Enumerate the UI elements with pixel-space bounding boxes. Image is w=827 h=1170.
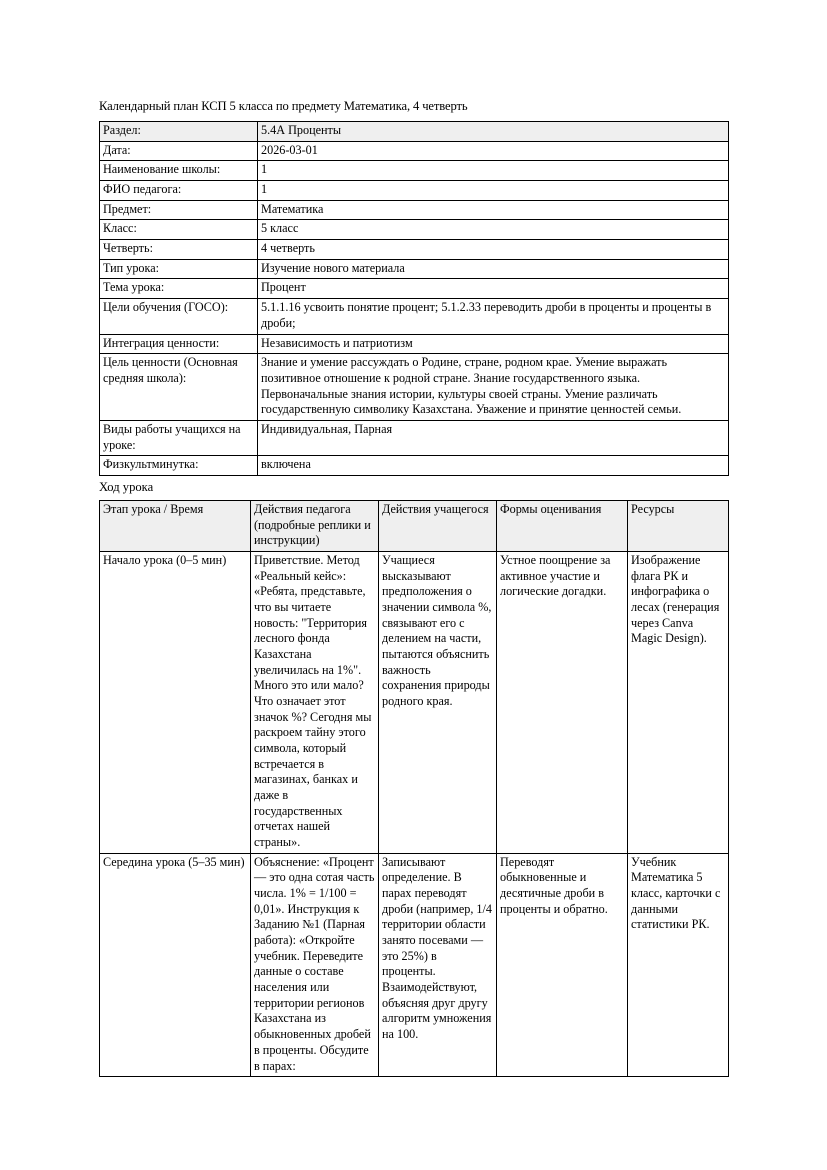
info-value: 5.1.1.16 усвоить понятие процент; 5.1.2.33 переводить дроби в проценты и проценты в дроби; [258,299,729,334]
info-value: 5.4А Проценты [258,122,729,142]
cell-resources: Учебник Математика 5 класс, карточки с данными статистики РК. [628,853,729,1076]
cell-stage: Середина урока (5–35 мин) [100,853,251,1076]
cell-student-actions: Учащиеся высказывают предположения о значении символа %, связывают его с делением на части, пытаются объяснить важность сохранения природы родного края. [379,552,497,854]
lesson-flow-header [100,500,729,551]
column-header-assessment: Формы оценивания [497,500,628,551]
table-row [100,259,729,279]
info-value: Независимость и патриотизм [258,334,729,354]
column-header-student-actions: Действия учащегося [379,500,497,551]
page-content [99,98,728,1077]
cell-student-actions: Записывают определение. В парах переводят дроби (например, 1/4 территории области занято посевами — это 25%) в проценты. Взаимодействуют, объясняя друг другу алгоритм умножения на 100. [379,853,497,1076]
info-value: 2026-03-01 [258,141,729,161]
info-value: Изучение нового материала [258,259,729,279]
info-label: Предмет: [100,200,258,220]
table-row [100,161,729,181]
lesson-flow-body [100,552,729,1077]
table-row [100,279,729,299]
lesson-flow-caption: Ход урока [99,479,154,494]
info-value: Процент [258,279,729,299]
table-row [100,122,729,142]
cell-resources: Изображение флага РК и инфографика о лесах (генерация через Canva Magic Design). [628,552,729,854]
info-label: Дата: [100,141,258,161]
info-value: 5 класс [258,220,729,240]
table-row [100,552,729,854]
column-header-teacher-actions: Действия педагога (подробные реплики и инструкции) [251,500,379,551]
info-label: Наименование школы: [100,161,258,181]
info-label: Тема урока: [100,279,258,299]
table-row [100,334,729,354]
info-value: 1 [258,161,729,181]
info-value: Знание и умение рассуждать о Родине, стране, родном крае. Умение выражать позитивное отношение к родной стране. Знание государственного языка. Первоначальные знания истории, культуры своей страны. Умение различать государственную символику Казахстана. Уважение и принятие ценностей семьи. [258,354,729,421]
info-value: включена [258,456,729,476]
info-label: Цели обучения (ГОСО): [100,299,258,334]
info-label: Класс: [100,220,258,240]
table-row [100,240,729,260]
cell-assessment: Устное поощрение за активное участие и логические догадки. [497,552,628,854]
table-row [100,141,729,161]
table-row [100,354,729,421]
info-label: Интеграция ценности: [100,334,258,354]
cell-assessment: Переводят обыкновенные и десятичные дроби в проценты и обратно. [497,853,628,1076]
table-row [100,220,729,240]
info-label: Цель ценности (Основная средняя школа): [100,354,258,421]
column-header-resources: Ресурсы [628,500,729,551]
table-row [100,181,729,201]
lesson-flow-table [99,500,729,1077]
column-header-stage: Этап урока / Время [100,500,251,551]
info-label: Четверть: [100,240,258,260]
table-header-row [100,500,729,551]
info-value: Индивидуальная, Парная [258,420,729,455]
cell-teacher-actions: Объяснение: «Процент — это одна сотая часть числа. 1% = 1/100 = 0,01». Инструкция к Заданию №1 (Парная работа): «Откройте учебник. Переведите данные о составе населения или территории регионов Казахстана из обыкновенных дробей в проценты. Обсудите в парах: [251,853,379,1076]
cell-teacher-actions: Приветствие. Метод «Реальный кейс»: «Ребята, представьте, что вы читаете новость: "Территория лесного фонда Казахстана увеличилась на 1%". Много это или мало? Что означает этот значок %? Сегодня мы раскроем тайну этого символа, который встречается в магазинах, банках и даже в государственных отчетах нашей страны». [251,552,379,854]
page-title: Календарный план КСП 5 класса по предмету Математика, 4 четверть [99,99,468,113]
table-row [100,853,729,1076]
table-row [100,299,729,334]
info-value: Математика [258,200,729,220]
info-label: Тип урока: [100,259,258,279]
lesson-info-body [100,122,729,476]
table-row [100,200,729,220]
info-label: Раздел: [100,122,258,142]
info-value: 1 [258,181,729,201]
cell-stage: Начало урока (0–5 мин) [100,552,251,854]
info-label: ФИО педагога: [100,181,258,201]
info-value: 4 четверть [258,240,729,260]
table-row [100,420,729,455]
info-label: Физкультминутка: [100,456,258,476]
table-row [100,456,729,476]
lesson-info-table [99,121,729,476]
info-label: Виды работы учащихся на уроке: [100,420,258,455]
